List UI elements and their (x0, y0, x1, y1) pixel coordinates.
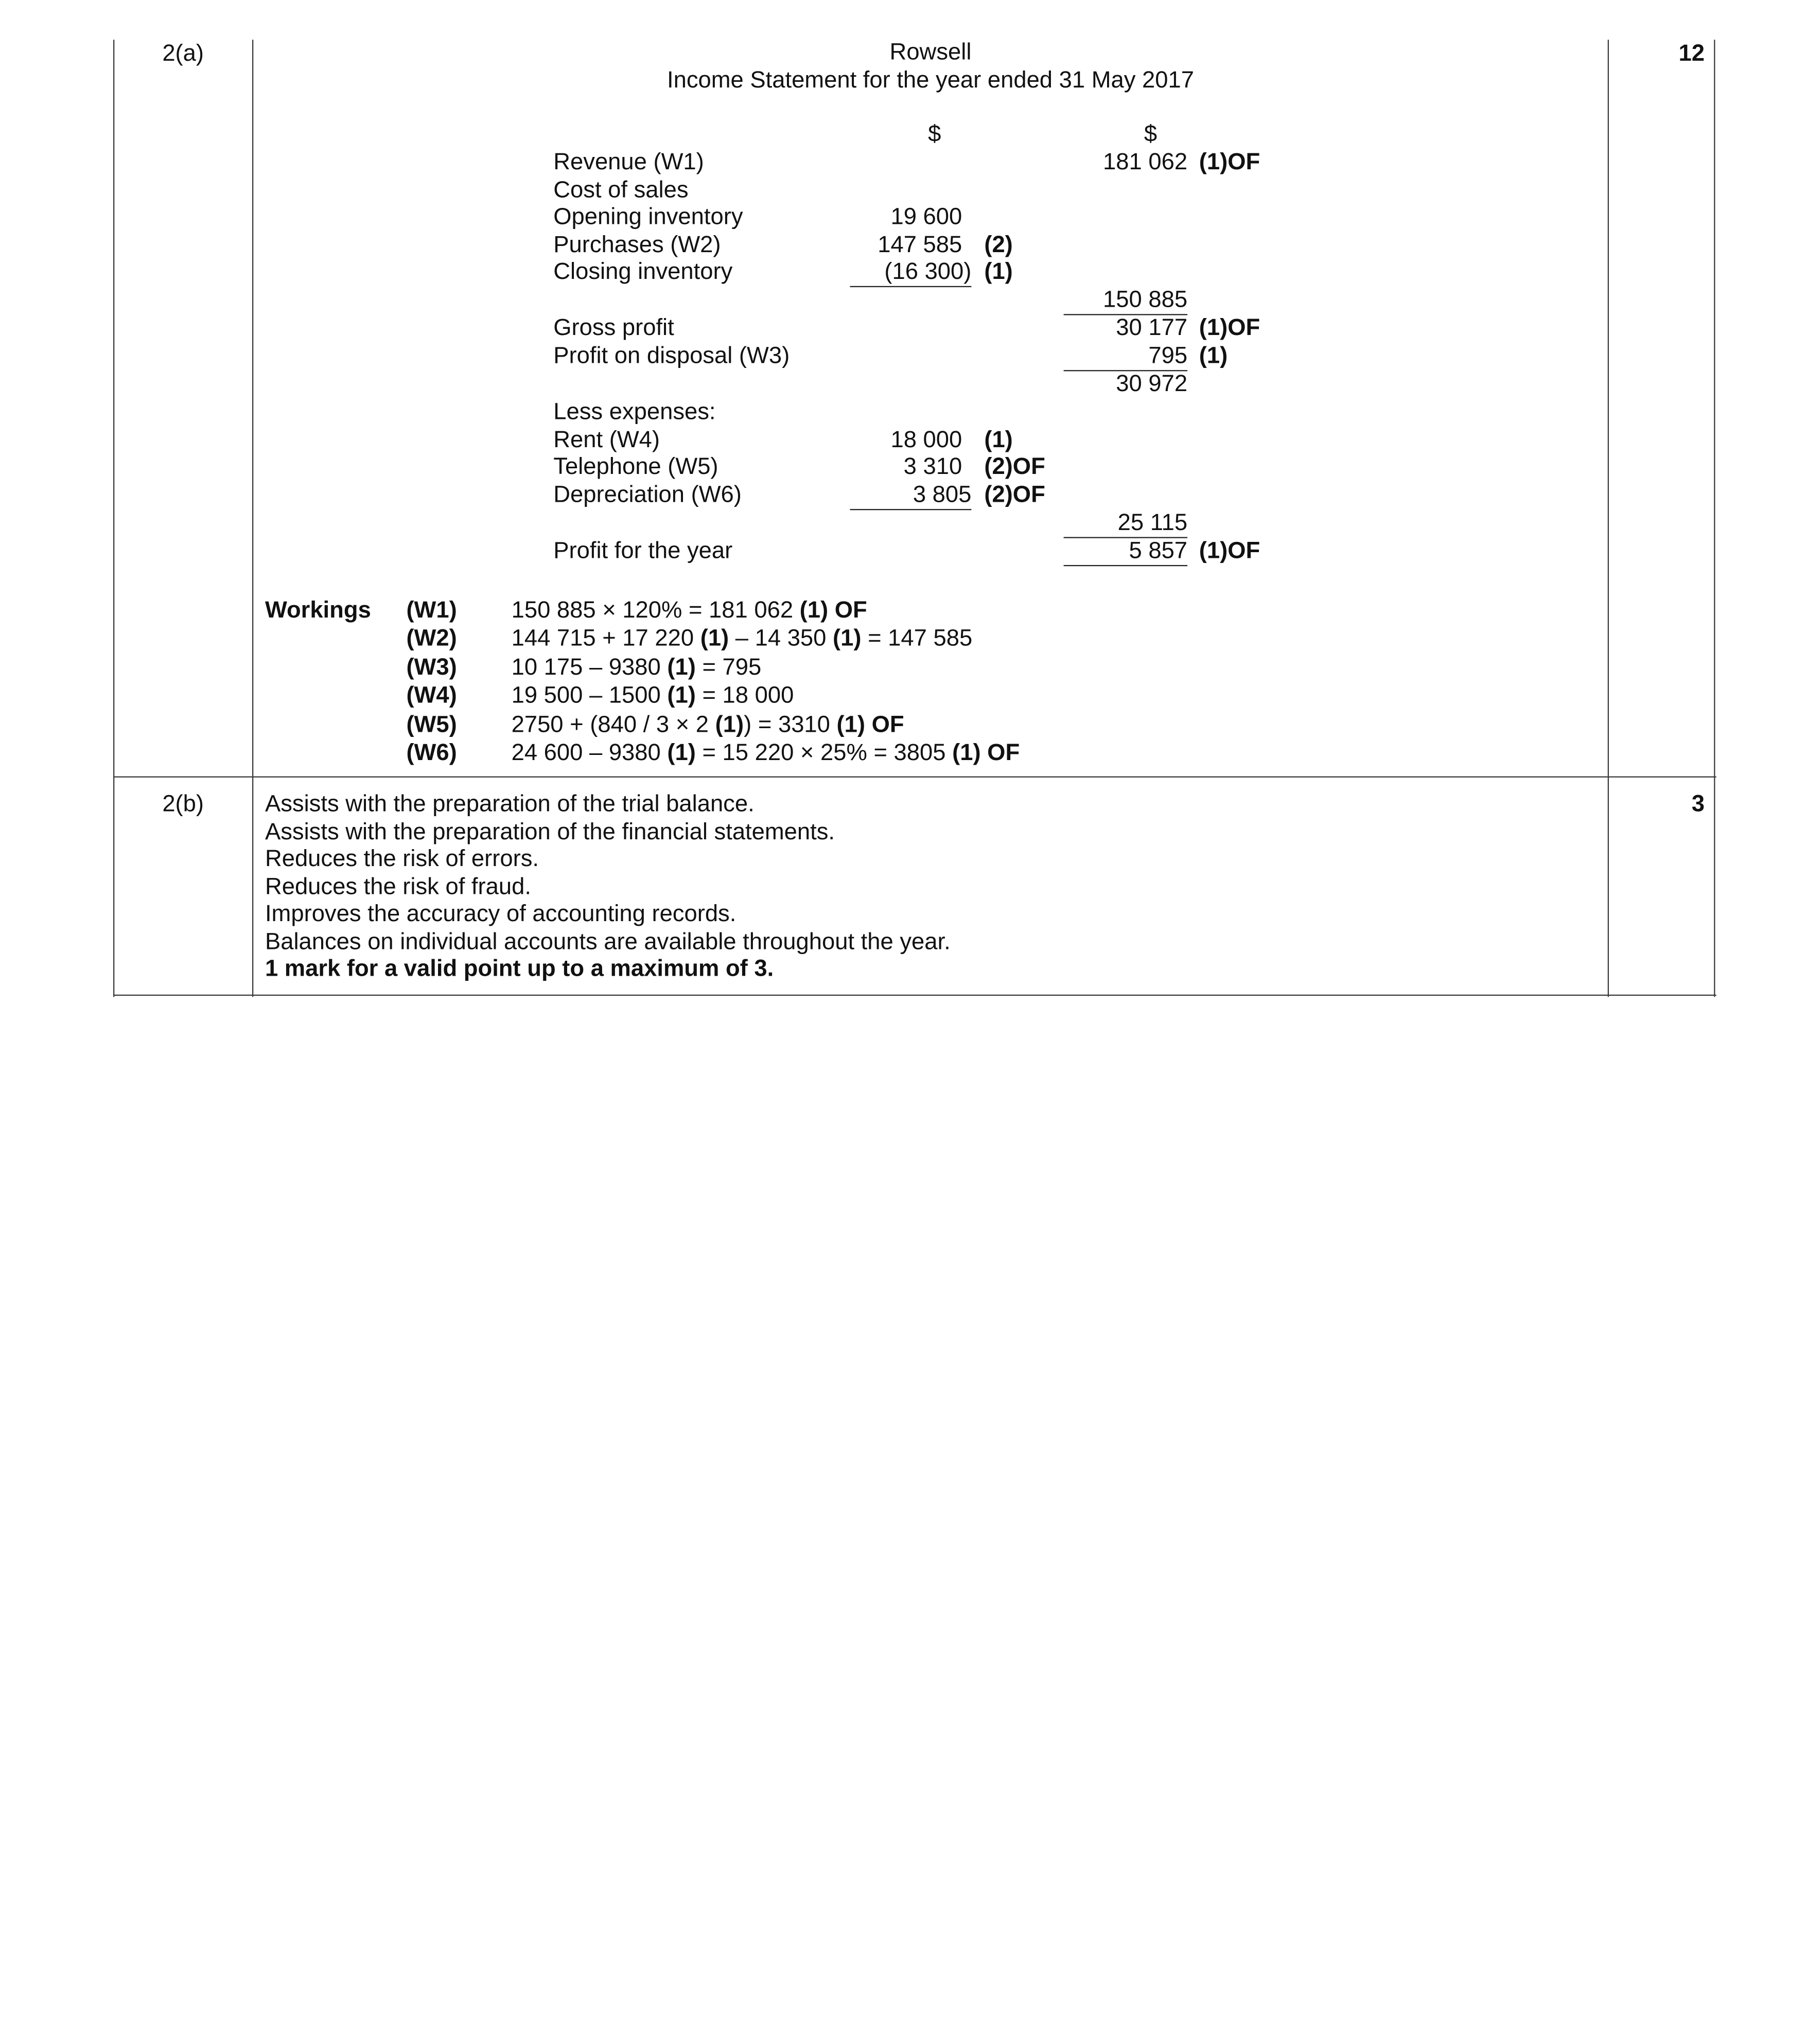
mark-col1: (1) (984, 427, 1013, 453)
answer-point: Balances on individual accounts are available throughout the year. (265, 928, 951, 955)
working-mark: (1) OF (836, 711, 904, 737)
answer-point: Reduces the risk of errors. (265, 846, 539, 872)
working-calculation (512, 597, 867, 624)
statement-line-label: Revenue (W1) (553, 149, 704, 175)
mark-col1: (2) (984, 232, 1013, 258)
mark-col1: (2)OF (984, 482, 1045, 508)
working-mark: (1) (667, 740, 696, 766)
statement-line-label: Profit for the year (553, 538, 733, 564)
workings-heading: Workings (265, 597, 371, 624)
marks-total: 12 (1678, 41, 1705, 67)
working-text: 150 885 × 120% = 181 062 (511, 597, 800, 624)
table-column-divider-2 (1608, 40, 1609, 997)
statement-line-label: Telephone (W5) (553, 454, 718, 480)
working-text: 10 175 – 9380 (511, 655, 668, 681)
working-mark: (1) (833, 626, 862, 652)
statement-line-label: Closing inventory (553, 259, 733, 285)
working-mark: (1) OF (952, 740, 1020, 766)
statement-line-label: Cost of sales (553, 177, 689, 203)
working-ref: (W1) (406, 597, 457, 624)
business-name: Rowsell (889, 40, 972, 66)
mark-col1: (2)OF (984, 454, 1045, 480)
table-row-divider (113, 777, 1716, 778)
working-text: = 18 000 (695, 683, 794, 709)
currency-header-col2: $ (1144, 121, 1158, 147)
working-calculation (512, 740, 1020, 767)
statement-line-label: Purchases (W2) (553, 232, 721, 258)
answer-point: Improves the accuracy of accounting records. (265, 901, 737, 927)
table-border-right (1714, 40, 1715, 997)
working-calculation (512, 655, 762, 681)
table-column-divider-1 (252, 40, 254, 997)
working-ref: (W6) (406, 740, 457, 766)
amount-col1: 18 000 (890, 427, 962, 453)
working-text: 144 715 + 17 220 (511, 626, 700, 652)
mark-col1: (1) (984, 259, 1013, 285)
amount-col1: (16 300) (850, 259, 971, 287)
amount-col2: 30 177 (1116, 315, 1188, 341)
working-text: = 15 220 × 25% = 3805 (695, 740, 953, 766)
statement-line-label: Gross profit (553, 315, 674, 341)
working-calculation (512, 712, 904, 738)
working-mark: (1) (700, 626, 729, 652)
statement-title: Income Statement for the year ended 31 May 2017 (667, 67, 1194, 94)
working-text: 24 600 – 9380 (511, 740, 668, 766)
amount-col2: 795 (1064, 343, 1187, 371)
table-border-bottom (113, 995, 1716, 996)
working-mark: (1) (667, 655, 696, 681)
statement-line-label: Less expenses: (553, 399, 716, 425)
question-number: 2(b) (162, 791, 204, 817)
working-ref: (W2) (406, 626, 457, 652)
answer-point: Assists with the preparation of the financial statements. (265, 819, 835, 845)
question-number: 2(a) (162, 41, 204, 67)
working-text: 2750 + (840 / 3 × 2 (511, 711, 715, 737)
statement-line-label: Rent (W4) (553, 427, 660, 453)
working-mark: (1) (667, 683, 696, 709)
working-text: 19 500 – 1500 (511, 683, 668, 709)
working-text: ) = 3310 (744, 711, 837, 737)
currency-header-col1: $ (928, 121, 941, 147)
amount-col2: 181 062 (1103, 149, 1188, 175)
amount-col2: 5 857 (1064, 538, 1187, 566)
amount-col1: 147 585 (878, 232, 962, 258)
amount-col2: 150 885 (1064, 287, 1187, 315)
mark-col2: (1) (1199, 343, 1228, 369)
mark-col2: (1)OF (1199, 538, 1260, 564)
working-text: = 147 585 (861, 626, 973, 652)
working-text: = 795 (695, 655, 762, 681)
working-ref: (W3) (406, 655, 457, 681)
statement-line-label: Opening inventory (553, 204, 743, 230)
working-calculation (512, 683, 794, 710)
mark-col2: (1)OF (1199, 149, 1260, 175)
amount-col1: 3 310 (903, 454, 962, 480)
statement-line-label: Profit on disposal (W3) (553, 343, 790, 369)
amount-col2: 25 115 (1064, 510, 1187, 538)
amount-col2: 30 972 (1116, 371, 1188, 397)
working-text: – 14 350 (729, 626, 833, 652)
amount-col1: 19 600 (890, 204, 962, 230)
working-mark: (1) OF (799, 597, 867, 624)
mark-col2: (1)OF (1199, 315, 1260, 341)
working-ref: (W5) (406, 711, 457, 737)
working-ref: (W4) (406, 683, 457, 709)
statement-line-label: Depreciation (W6) (553, 482, 742, 508)
answer-point: Reduces the risk of fraud. (265, 873, 531, 900)
answer-point: Assists with the preparation of the trial balance. (265, 791, 755, 817)
working-mark: (1) (715, 711, 744, 737)
marks-total: 3 (1691, 791, 1705, 817)
marking-guidance: 1 mark for a valid point up to a maximum of 3. (265, 956, 774, 982)
table-border-left (113, 40, 115, 997)
amount-col1: 3 805 (850, 482, 971, 510)
working-calculation (512, 626, 973, 653)
